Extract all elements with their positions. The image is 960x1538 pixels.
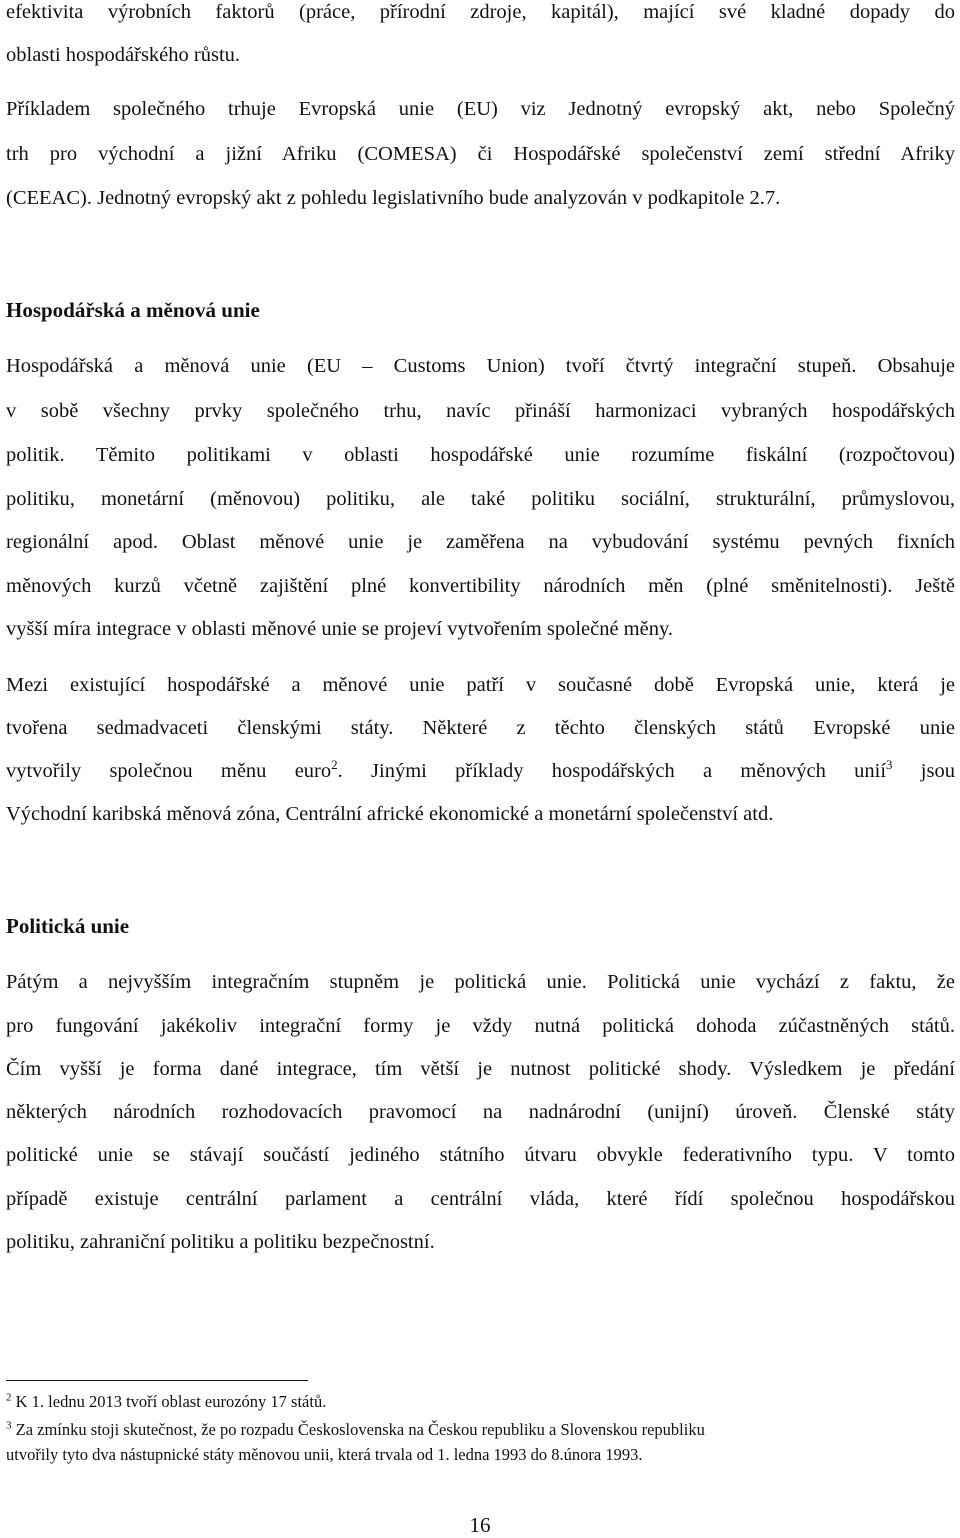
footnote-3-continuation: utvořily tyto dva nástupnické státy měnovou unii, která trvala od 1. ledna 1993 do 8.února 1993. — [6, 1445, 643, 1464]
section-heading-economic-union: Hospodářská a měnová unie — [6, 298, 260, 322]
footnote-3 — [6, 1419, 955, 1441]
footnote-text: K 1. lednu 2013 tvoří oblast eurozóny 17 států. — [11, 1392, 327, 1411]
footnote-mark: 2 — [6, 1391, 12, 1404]
paragraph-line: Pátým a nejvyšším integračním stupněm je politická unie. Politická unie vychází z faktu, že — [6, 971, 955, 993]
footnote-ref-3: 3 — [886, 757, 893, 773]
paragraph-line: Hospodářská a měnová unie (EU – Customs Union) tvoří čtvrtý integrační stupeň. Obsahuje — [6, 355, 955, 377]
text-segment: vytvořily společnou měnu euro — [6, 760, 332, 782]
paragraph-line: politiku, zahraniční politiku a politiku bezpečnostní. — [6, 1231, 435, 1253]
text-segment: jsou — [892, 760, 955, 782]
paragraph-line: měnových kurzů včetně zajištění plné konvertibility národních měn (plné směnitelnosti). Ještě — [6, 575, 955, 597]
section-heading-political-union: Politická unie — [6, 914, 130, 938]
paragraph-line: v sobě všechny prvky společného trhu, navíc přináší harmonizaci vybraných hospodářských — [6, 400, 955, 422]
paragraph-line: pro fungování jakékoliv integrační formy je vždy nutná politická dohoda zúčastněných států. — [6, 1015, 955, 1037]
footnote-separator — [6, 1380, 308, 1381]
paragraph-line: politik. Těmito politikami v oblasti hospodářské unie rozumíme fiskální (rozpočtovou) — [6, 444, 955, 466]
paragraph-line: efektivita výrobních faktorů (práce, přírodní zdroje, kapitál), mající své kladné dopady do — [6, 1, 955, 23]
footnote-ref-2: 2 — [331, 757, 338, 773]
paragraph-line: trh pro východní a jižní Afriku (COMESA) či Hospodářské společenství zemí střední Afriky — [6, 143, 955, 165]
paragraph-line: oblasti hospodářského růstu. — [6, 44, 241, 66]
paragraph-line: Příkladem společného trhuje Evropská unie (EU) viz Jednotný evropský akt, nebo Společný — [6, 98, 955, 120]
footnote-mark: 3 — [6, 1419, 12, 1432]
paragraph-line-with-footnote-refs — [6, 756, 955, 786]
paragraph-line: politické unie se stávají součástí jediného státního útvaru obvykle federativního typu. V tomto — [6, 1144, 955, 1166]
paragraph-line: případě existuje centrální parlament a centrální vláda, které řídí společnou hospodářskou — [6, 1188, 955, 1210]
paragraph-line: (CEEAC). Jednotný evropský akt z pohledu legislativního bude analyzován v podkapitole 2.7. — [6, 187, 781, 209]
paragraph-line: tvořena sedmadvaceti členskými státy. Některé z těchto členských států Evropské unie — [6, 717, 955, 739]
paragraph-line: Čím vyšší je forma dané integrace, tím větší je nutnost politické shody. Výsledkem je předání — [6, 1058, 955, 1080]
text-segment: . Jinými příklady hospodářských a měnových unií — [337, 760, 887, 782]
paragraph-line: vyšší míra integrace v oblasti měnové unie se projeví vytvořením společné měny. — [6, 618, 674, 640]
paragraph-line: Mezi existující hospodářské a měnové unie patří v současné době Evropská unie, která je — [6, 674, 955, 696]
paragraph-line: regionální apod. Oblast měnové unie je zaměřena na vybudování systému pevných fixních — [6, 531, 955, 553]
page-number: 16 — [469, 1513, 491, 1537]
paragraph-line: některých národních rozhodovacích pravomocí na nadnárodní (unijní) úroveň. Členské státy — [6, 1101, 955, 1123]
footnote-2 — [6, 1391, 955, 1413]
footnote-text: Za zmínku stoji skutečnost, že po rozpadu Československa na Českou republiku a Slovenskou republiku — [11, 1420, 705, 1439]
paragraph-line: Východní karibská měnová zóna, Centrální africké ekonomické a monetární společenství atd. — [6, 803, 774, 825]
paragraph-line: politiku, monetární (měnovou) politiku, ale také politiku sociální, strukturální, průmyslovou, — [6, 488, 955, 510]
